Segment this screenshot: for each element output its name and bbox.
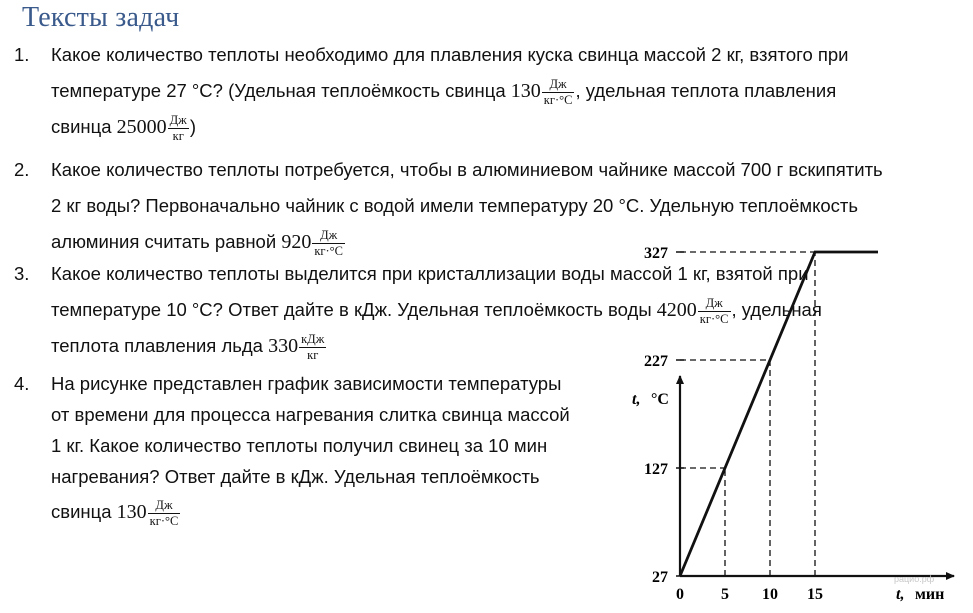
task-text xyxy=(51,368,570,532)
y-tick-label: 127 xyxy=(644,461,668,478)
fraction-denominator: кг xyxy=(172,128,184,143)
fraction-numerator: Дж xyxy=(148,498,181,514)
x-tick-label: 15 xyxy=(807,586,823,603)
fraction-numerator: кДж xyxy=(301,331,325,346)
value: 920 xyxy=(281,231,312,253)
text-fragment: , удельная xyxy=(731,299,822,320)
fraction-numerator: Дж xyxy=(312,228,345,244)
unit-fraction xyxy=(299,332,326,363)
task-number: 2. xyxy=(14,159,30,180)
fraction-denominator: кг xyxy=(307,347,319,362)
y-axis-label-unit: °С xyxy=(651,391,669,408)
y-tick-label: 27 xyxy=(652,569,668,586)
unit-fraction xyxy=(148,498,181,529)
y-tick-label: 227 xyxy=(644,353,668,370)
value: 330 xyxy=(268,335,299,357)
x-axis-label-var: t, xyxy=(896,586,905,603)
task-text xyxy=(51,37,849,145)
task-line: от времени для процесса нагревания слитка свинца массой xyxy=(51,404,570,425)
value: 130 xyxy=(510,80,541,102)
x-axis-label-unit: мин xyxy=(915,586,945,603)
task-line: Какое количество теплоты необходимо для плавления куска свинца массой 2 кг, взятого при xyxy=(51,44,849,65)
fraction-numerator: Дж xyxy=(542,77,575,93)
task-line: На рисунке представлен график зависимости температуры xyxy=(51,373,562,394)
task-text xyxy=(51,256,822,364)
text-fragment: температуре 10 °С? Ответ дайте в кДж. Удельная теплоёмкость воды xyxy=(51,299,657,320)
y-axis-label-var: t, xyxy=(632,391,641,408)
task-line: Какое количество теплоты потребуется, чтобы в алюминиевом чайнике массой 700 г вскипятить xyxy=(51,159,883,180)
text-fragment: температуре 27 °С? (Удельная теплоёмкость свинца xyxy=(51,80,511,101)
fraction-numerator: Дж xyxy=(169,112,187,127)
x-tick-label: 10 xyxy=(762,586,778,603)
fraction-denominator: кг·°С xyxy=(314,243,344,258)
unit-fraction xyxy=(312,228,345,259)
task-line xyxy=(51,109,849,145)
task-line xyxy=(51,292,822,328)
task-line xyxy=(51,492,570,532)
text-fragment: алюминия считать равной xyxy=(51,231,282,252)
task-text xyxy=(51,152,883,260)
task-number: 1. xyxy=(14,44,30,65)
text-fragment: свинца xyxy=(51,116,117,137)
fraction-numerator: Дж xyxy=(698,296,731,312)
fraction-denominator: кг·°С xyxy=(149,513,179,528)
task-line xyxy=(51,73,849,109)
value: 4200 xyxy=(656,299,697,321)
y-tick-label: 327 xyxy=(644,245,668,262)
x-tick-label: 0 xyxy=(676,586,684,603)
task-line: 2 кг воды? Первоначально чайник с водой имели температуру 20 °С. Удельную теплоёмкость xyxy=(51,195,859,216)
value: 25000 xyxy=(116,116,167,138)
task-line xyxy=(51,224,883,260)
task-line: 1 кг. Какое количество теплоты получил свинец за 10 мин xyxy=(51,435,548,456)
text-fragment: теплота плавления льда xyxy=(51,335,269,356)
task-line: нагревания? Ответ дайте в кДж. Удельная теплоёмкость xyxy=(51,466,540,487)
fraction-denominator: кг·°С xyxy=(699,311,729,326)
text-fragment: ) xyxy=(189,116,196,137)
task-number: 3. xyxy=(14,263,30,284)
text-fragment: , удельная теплота плавления xyxy=(575,80,837,101)
watermark: рацио.рф xyxy=(894,574,935,584)
task-number: 4. xyxy=(14,373,30,394)
unit-fraction xyxy=(542,77,575,108)
text-fragment: свинца xyxy=(51,501,117,522)
value: 130 xyxy=(116,501,147,523)
page-title: Тексты задач xyxy=(22,2,180,33)
unit-fraction xyxy=(168,113,189,144)
fraction-denominator: кг·°С xyxy=(543,92,573,107)
unit-fraction xyxy=(698,296,731,327)
x-tick-label: 5 xyxy=(721,586,729,603)
task-line: Какое количество теплоты выделится при кристаллизации воды массой 1 кг, взятой при xyxy=(51,263,809,284)
task-line xyxy=(51,328,822,364)
